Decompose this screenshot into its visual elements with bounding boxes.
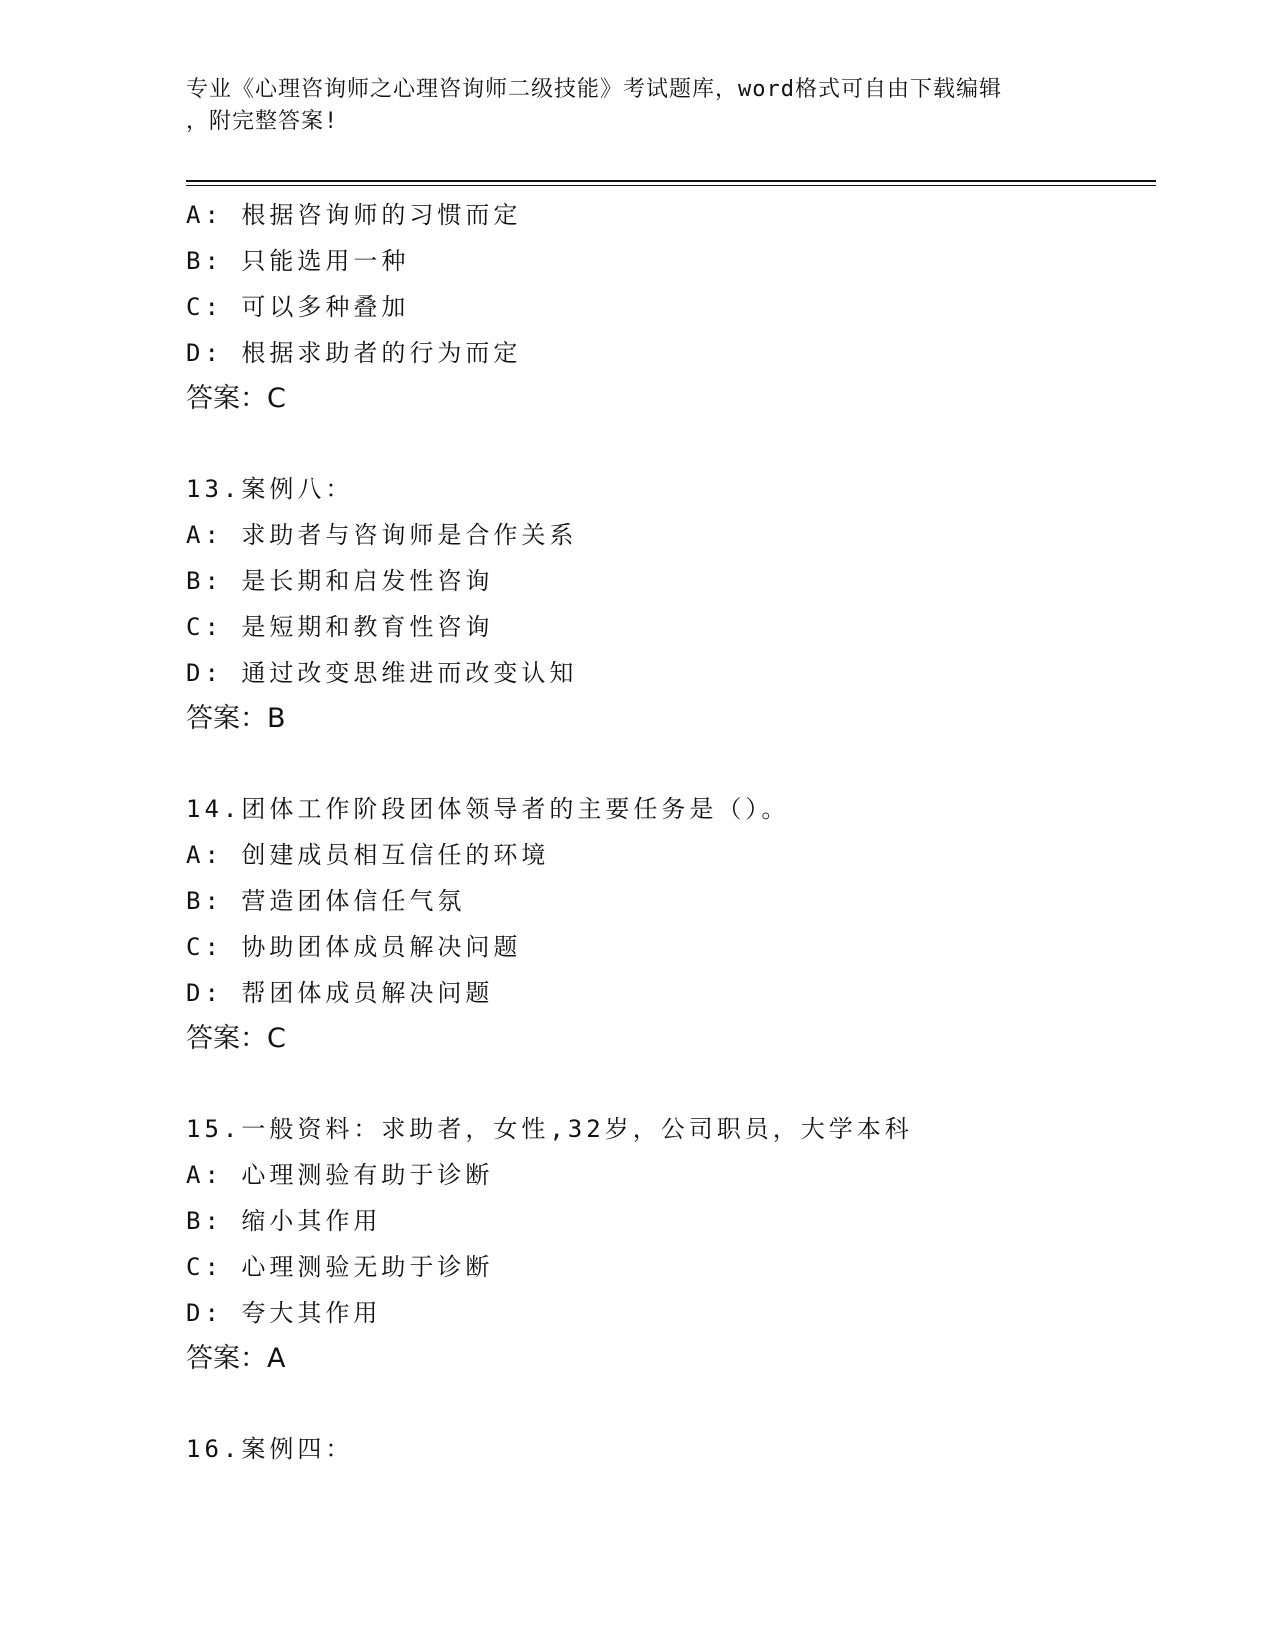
document-header bbox=[186, 74, 1086, 138]
answer-line: 答案：C bbox=[186, 383, 286, 414]
header-line-2: ，附完整答案! bbox=[186, 109, 339, 134]
answer-line: 答案：C bbox=[186, 1023, 286, 1054]
spacer bbox=[186, 1062, 1156, 1106]
option-b: B: 是长期和启发性咨询 bbox=[186, 567, 494, 595]
option-c: C: 是短期和教育性咨询 bbox=[186, 613, 494, 641]
question-stem: 13.案例八： bbox=[186, 475, 354, 503]
option-d: D: 夸大其作用 bbox=[186, 1299, 382, 1327]
option-b: B: 只能选用一种 bbox=[186, 247, 410, 275]
option-a: A: 求助者与咨询师是合作关系 bbox=[186, 521, 578, 549]
answer-line: 答案：B bbox=[186, 703, 286, 734]
option-a: A: 根据咨询师的习惯而定 bbox=[186, 201, 522, 229]
option-d: D: 根据求助者的行为而定 bbox=[186, 339, 522, 367]
option-a: A: 创建成员相互信任的环境 bbox=[186, 841, 550, 869]
option-d: D: 帮团体成员解决问题 bbox=[186, 979, 494, 1007]
header-divider-thick bbox=[186, 180, 1156, 182]
option-c: C: 协助团体成员解决问题 bbox=[186, 933, 522, 961]
option-d: D: 通过改变思维进而改变认知 bbox=[186, 659, 578, 687]
spacer bbox=[186, 422, 1156, 466]
answer-line: 答案：A bbox=[186, 1343, 286, 1374]
option-c: C: 可以多种叠加 bbox=[186, 293, 410, 321]
option-c: C: 心理测验无助于诊断 bbox=[186, 1253, 494, 1281]
question-stem: 15.一般资料：求助者，女性,32岁，公司职员，大学本科 bbox=[186, 1115, 913, 1143]
option-b: B: 营造团体信任气氛 bbox=[186, 887, 466, 915]
question-stem: 14.团体工作阶段团体领导者的主要任务是（）。 bbox=[186, 795, 790, 823]
question-list bbox=[186, 192, 1156, 1472]
header-divider-thin bbox=[186, 185, 1156, 186]
option-a: A: 心理测验有助于诊断 bbox=[186, 1161, 494, 1189]
header-line-1: 专业《心理咨询师之心理咨询师二级技能》考试题库，word格式可自由下载编辑 bbox=[186, 77, 1002, 102]
spacer bbox=[186, 1382, 1156, 1426]
spacer bbox=[186, 742, 1156, 786]
question-stem: 16.案例四： bbox=[186, 1435, 354, 1463]
option-b: B: 缩小其作用 bbox=[186, 1207, 382, 1235]
